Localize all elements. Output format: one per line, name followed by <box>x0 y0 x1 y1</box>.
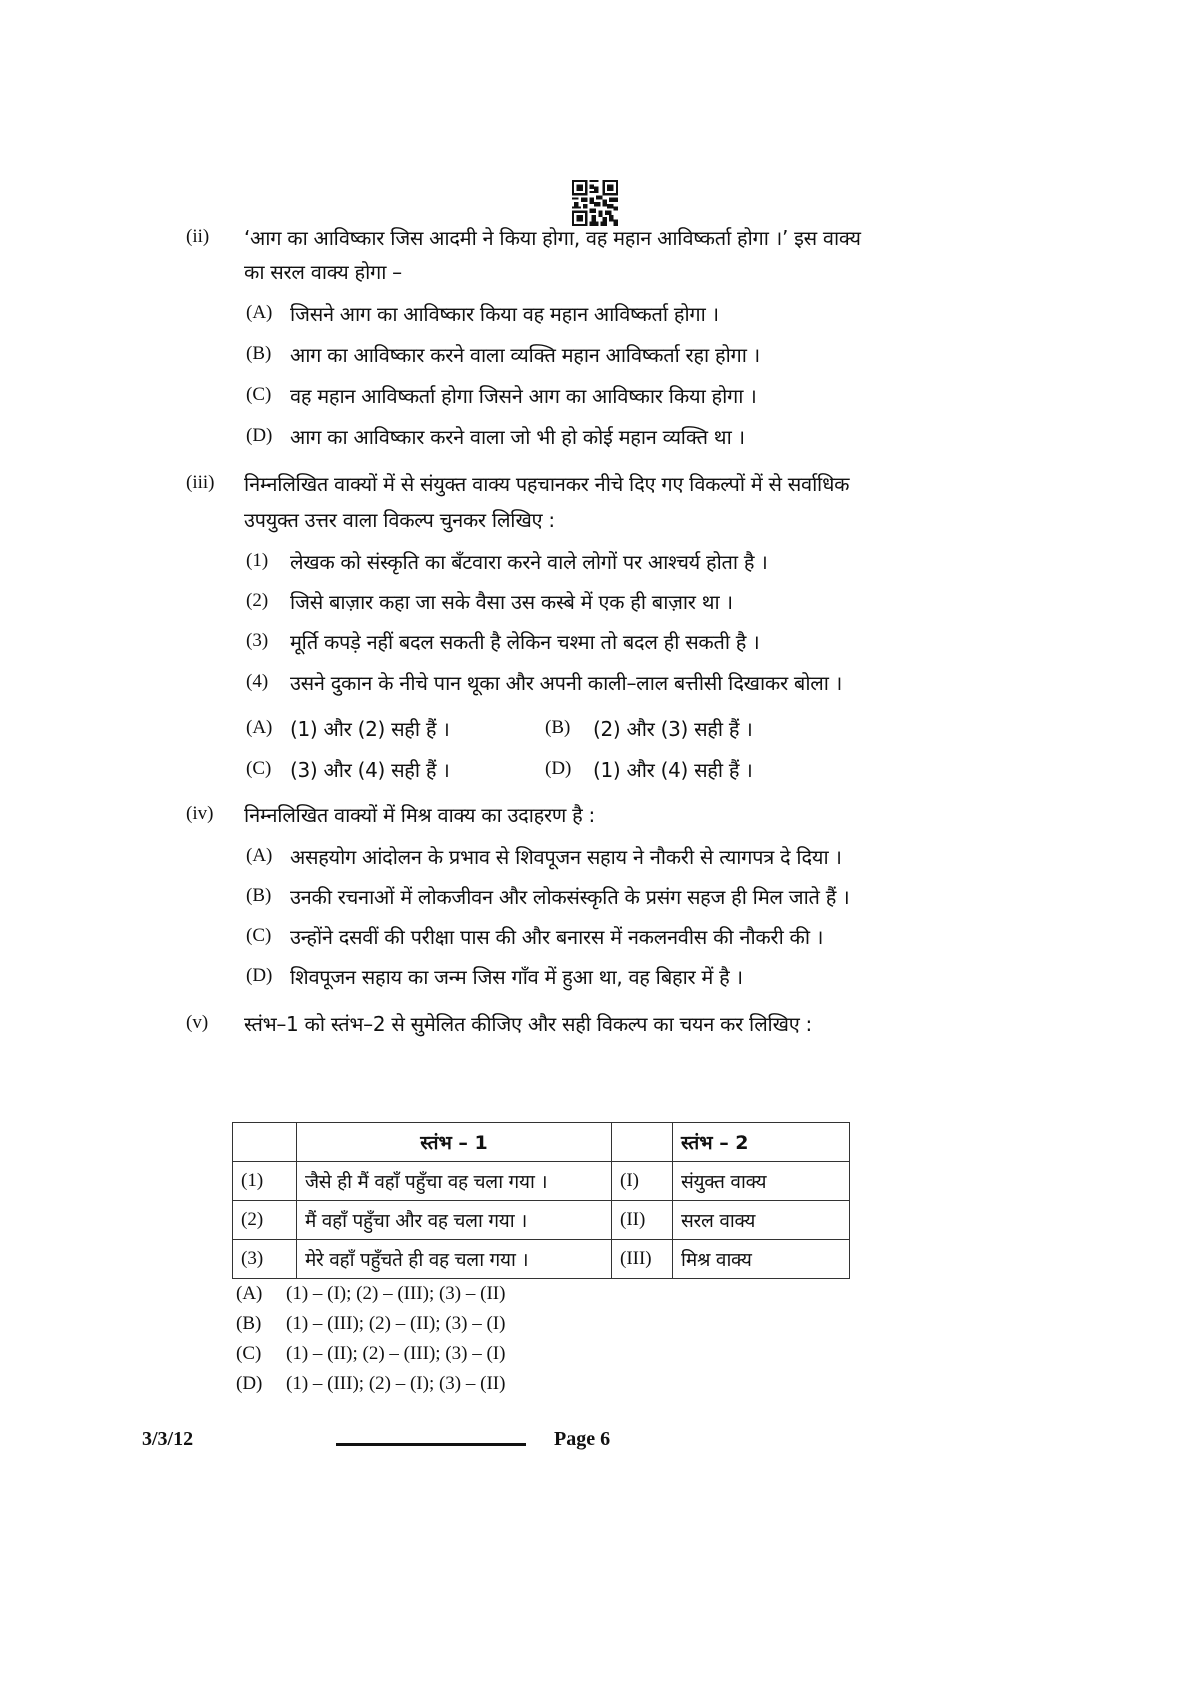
option-text: (3) और (4) सही हैं । <box>290 758 450 782</box>
statement-label: (1) <box>246 550 269 571</box>
table-header-cell <box>612 1123 673 1162</box>
statement-label: (2) <box>246 590 269 611</box>
option-text: (2) और (3) सही हैं । <box>593 717 753 741</box>
option-text: शिवपूजन सहाय का जन्म जिस गाँव में हुआ था, वह बिहार में है । <box>290 965 743 989</box>
option-label: (B) <box>545 717 571 738</box>
question-number: (iv) <box>186 803 214 824</box>
option-label: (D) <box>236 1373 263 1394</box>
option-label: (A) <box>246 717 273 738</box>
option-text: आग का आविष्कार करने वाला व्यक्ति महान आविष्कर्ता रहा होगा । <box>290 343 760 367</box>
statement-text: लेखक को संस्कृति का बँटवारा करने वाले लोगों पर आश्चर्य होता है । <box>290 550 768 574</box>
option-text: आग का आविष्कार करने वाला जो भी हो कोई महान व्यक्ति था । <box>290 425 745 449</box>
option-text: जिसने आग का आविष्कार किया वह महान आविष्कर्ता होगा । <box>290 302 719 326</box>
table-row <box>233 1162 850 1201</box>
option-text: (1) – (II); (2) – (III); (3) – (I) <box>286 1343 506 1364</box>
option-text: (1) – (I); (2) – (III); (3) – (II) <box>286 1283 506 1304</box>
option-label: (B) <box>246 343 272 364</box>
table-header-row <box>233 1123 850 1162</box>
table-cell: सरल वाक्य <box>673 1201 850 1240</box>
table-row <box>233 1201 850 1240</box>
option-label: (C) <box>246 384 272 405</box>
option-label: (D) <box>246 965 273 986</box>
table-cell: (II) <box>612 1201 673 1240</box>
option-label: (A) <box>246 302 273 323</box>
footer-divider <box>336 1443 526 1446</box>
table-cell: (III) <box>612 1240 673 1279</box>
page-number: Page 6 <box>554 1428 611 1450</box>
table-cell: संयुक्त वाक्य <box>673 1162 850 1201</box>
table-cell: (3) <box>233 1240 297 1279</box>
table-row <box>233 1240 850 1279</box>
table-cell: मिश्र वाक्य <box>673 1240 850 1279</box>
table-header-cell: स्तंभ – 2 <box>673 1123 850 1162</box>
option-text: उन्होंने दसवीं की परीक्षा पास की और बनारस में नकलनवीस की नौकरी की । <box>290 925 824 949</box>
table-cell: (2) <box>233 1201 297 1240</box>
table-cell: मैं वहाँ पहुँचा और वह चला गया । <box>297 1201 612 1240</box>
option-label: (C) <box>246 758 272 779</box>
option-text: (1) और (2) सही हैं । <box>290 717 450 741</box>
statement-text: उसने दुकान के नीचे पान थूका और अपनी काली–लाल बत्तीसी दिखाकर बोला । <box>290 671 842 695</box>
option-text: (1) – (III); (2) – (I); (3) – (II) <box>286 1373 506 1394</box>
paper-code: 3/3/12 <box>142 1428 194 1450</box>
table-header-cell <box>233 1123 297 1162</box>
question-text-line: निम्नलिखित वाक्यों में मिश्र वाक्य का उदाहरण है : <box>244 803 595 827</box>
question-number: (v) <box>186 1012 209 1033</box>
statement-text: मूर्ति कपड़े नहीं बदल सकती है लेकिन चश्मा तो बदल ही सकती है । <box>290 630 760 654</box>
question-text-line: निम्नलिखित वाक्यों में से संयुक्त वाक्य पहचानकर नीचे दिए गए विकल्पों में से सर्वाधिक <box>244 472 850 496</box>
option-label: (C) <box>236 1343 262 1364</box>
option-label: (C) <box>246 925 272 946</box>
table-cell: जैसे ही मैं वहाँ पहुँचा वह चला गया । <box>297 1162 612 1201</box>
option-text: (1) और (4) सही हैं । <box>593 758 753 782</box>
qr-code-icon <box>572 180 618 226</box>
option-label: (A) <box>246 845 273 866</box>
table-header-cell: स्तंभ – 1 <box>297 1123 612 1162</box>
question-number: (iii) <box>186 472 215 493</box>
option-label: (B) <box>246 885 272 906</box>
statement-label: (3) <box>246 630 269 651</box>
statement-text: जिसे बाज़ार कहा जा सके वैसा उस कस्बे में एक ही बाज़ार था । <box>290 590 733 614</box>
option-text: वह महान आविष्कर्ता होगा जिसने आग का आविष्कार किया होगा । <box>290 384 757 408</box>
option-text: असहयोग आंदोलन के प्रभाव से शिवपूजन सहाय ने नौकरी से त्यागपत्र दे दिया । <box>290 845 842 869</box>
table-cell: (I) <box>612 1162 673 1201</box>
question-text-line: का सरल वाक्य होगा – <box>244 260 402 284</box>
option-label: (B) <box>236 1313 262 1334</box>
question-number: (ii) <box>186 226 210 247</box>
question-text-line: उपयुक्त उत्तर वाला विकल्प चुनकर लिखिए : <box>244 508 555 532</box>
option-label: (A) <box>236 1283 263 1304</box>
option-label: (D) <box>545 758 572 779</box>
option-text: उनकी रचनाओं में लोकजीवन और लोकसंस्कृति के प्रसंग सहज ही मिल जाते हैं । <box>290 885 850 909</box>
option-label: (D) <box>246 425 273 446</box>
matching-table <box>232 1122 850 1279</box>
table-cell: (1) <box>233 1162 297 1201</box>
table-cell: मेरे वहाँ पहुँचते ही वह चला गया । <box>297 1240 612 1279</box>
option-text: (1) – (III); (2) – (II); (3) – (I) <box>286 1313 506 1334</box>
statement-label: (4) <box>246 671 269 692</box>
question-text-line: स्तंभ–1 को स्तंभ–2 से सुमेलित कीजिए और सही विकल्प का चयन कर लिखिए : <box>244 1012 812 1036</box>
question-text-line: ‘आग का आविष्कार जिस आदमी ने किया होगा, वह महान आविष्कर्ता होगा ।’ इस वाक्य <box>244 226 861 250</box>
